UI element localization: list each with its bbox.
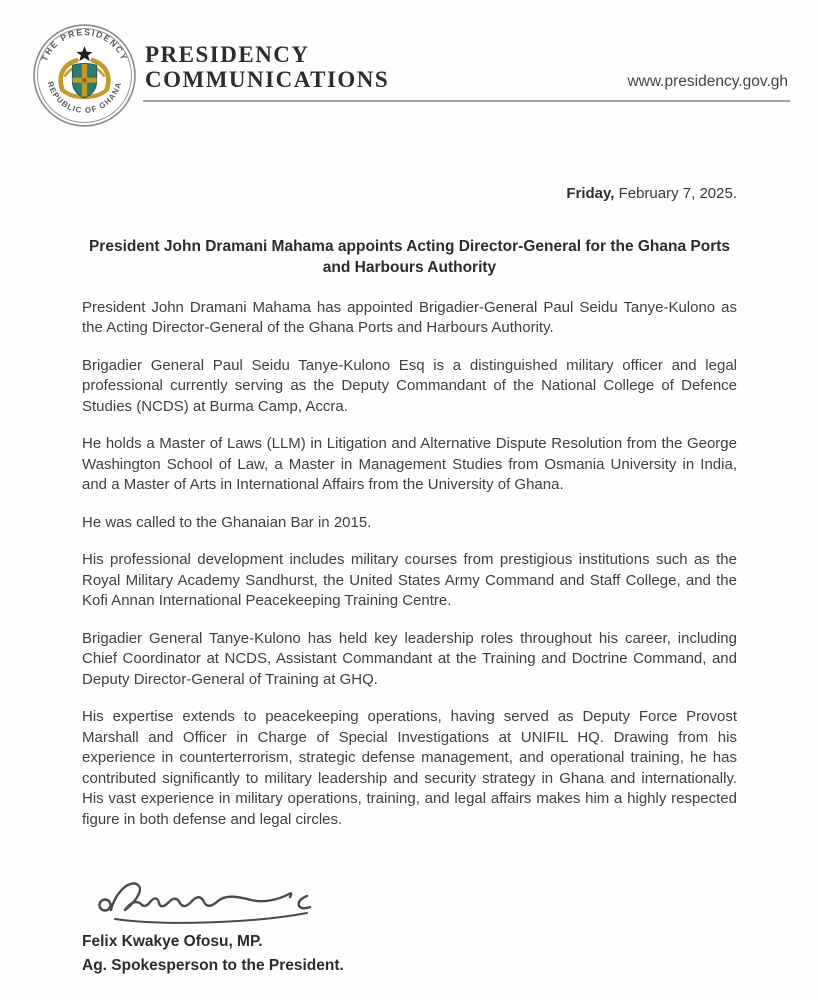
org-title-line1: PRESIDENCY	[145, 42, 310, 67]
signatory-role: Ag. Spokesperson to the President.	[82, 957, 344, 974]
letterhead	[0, 0, 818, 116]
paragraph-4: He was called to the Ghanaian Bar in 2015.	[82, 513, 372, 531]
handwritten-signature	[94, 872, 334, 928]
headline: President John Dramani Mahama appoints Acting Director-General for the Ghana Ports and Harbours Authority	[88, 237, 731, 276]
website-url: www.presidency.gov.gh	[627, 73, 788, 90]
shield-center-emblem	[82, 78, 87, 83]
date-day: Friday,	[566, 185, 615, 202]
seal-top-text: THE PRESIDENCY	[39, 26, 130, 63]
signature-icon	[94, 872, 334, 928]
signature-underline	[115, 913, 307, 923]
signature-scrawl	[111, 883, 291, 910]
date-rest: February 7, 2025.	[614, 185, 737, 202]
signatory-name: Felix Kwakye Ofosu, MP.	[82, 933, 263, 950]
paragraph-3: He holds a Master of Laws (LLM) in Litigation and Alternative Dispute Resolution from the George Washington School of Law, a Master in Management Studies from Osmania University in India, and a Master of Arts in International Affairs from the University of Ghana.	[82, 435, 737, 493]
letter-body	[82, 102, 737, 978]
signature-o-loop	[100, 900, 111, 911]
seal-bottom-text: REPUBLIC OF GHANA	[45, 80, 124, 116]
paragraph-7: His expertise extends to peacekeeping operations, having served as Deputy Force Provost Marshall and Officer in Charge of Special Investigations at UNIFIL HQ. Drawing from his experience in counterterrorism, strategic defense management, and operational training, he has contributed significantly to military leadership and security strategy in Ghana and internationally. His vast experience in military operations, training, and legal affairs makes him a highly respected figure in both defense and legal circles.	[82, 708, 737, 828]
org-title-line2: COMMUNICATIONS	[145, 67, 390, 92]
paragraph-2: Brigadier General Paul Seidu Tanye-Kulono Esq is a distinguished military officer and legal professional currently serving as the Deputy Commandant of the National College of Defence Studies (NCDS) at Burma Camp, Accra.	[82, 356, 737, 415]
signature-end-hook	[299, 896, 310, 908]
paragraph-6: Brigadier General Tanye-Kulono has held key leadership roles throughout his career, including Chief Coordinator at NCDS, Assistant Commandant at the Training and Doctrine Command, and Deputy Director-General of Training at GHQ.	[82, 629, 737, 688]
paragraph-5: His professional development includes military courses from prestigious institutions such as the Royal Military Academy Sandhurst, the United States Army Command and Staff College, and the Kofi Annan International Peacekeeping Training Centre.	[82, 551, 737, 609]
org-title	[145, 42, 389, 92]
date-line	[82, 184, 737, 205]
paragraph-1: President John Dramani Mahama has appointed Brigadier-General Paul Seidu Tanye-Kulono as the Acting Director-General of the Ghana Ports and Harbours Authority.	[82, 298, 737, 336]
